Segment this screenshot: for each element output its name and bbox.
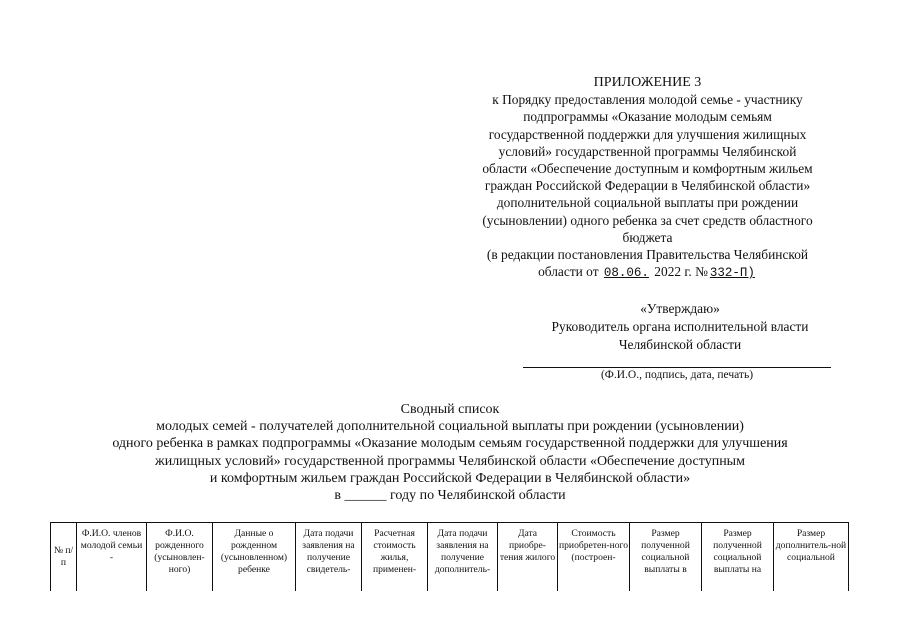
list-heading-line: молодых семей - получателей дополнительной социальной выплаты при рождении (усыновлении) xyxy=(156,419,744,435)
column-header: Дата подачи заявления на получение дополнитель- xyxy=(428,523,498,592)
recipients-table xyxy=(50,522,849,591)
appendix-line: дополнительной социальной выплаты при рождении xyxy=(496,195,799,211)
column-header: Размер полученной социальной выплаты на xyxy=(702,523,774,592)
appendix-line: (в редакции постановления Правительства Челябинской xyxy=(486,247,809,263)
signature-line xyxy=(523,367,831,368)
appendix-line: (усыновлении) одного ребенка за счет средств областного xyxy=(482,212,813,228)
appendix-line: государственной поддержки для улучшения жилищных xyxy=(488,126,807,142)
column-header: Расчетная стоимость жилья, применен- xyxy=(362,523,428,592)
column-header: Дата приобре-тения жилого xyxy=(498,523,558,592)
appendix-line: бюджета xyxy=(622,229,673,245)
list-title: Сводный список xyxy=(400,402,500,417)
approve-label: «Утверждаю» xyxy=(640,301,720,316)
appendix-title: ПРИЛОЖЕНИЕ 3 xyxy=(593,75,702,90)
table-header-row xyxy=(51,523,849,592)
amendment-number-value: 332-П) xyxy=(709,266,755,281)
signature-caption: (Ф.И.О., подпись, дата, печать) xyxy=(600,369,754,381)
appendix-line: подпрограммы «Оказание молодым семьям xyxy=(523,109,772,125)
amendment-date-line xyxy=(440,263,855,282)
column-header: № п/п xyxy=(51,523,77,592)
column-header: Данные о рожденном (усыновленном) ребенке xyxy=(213,523,296,592)
column-header: Размер полученной социальной выплаты в xyxy=(630,523,702,592)
column-header: Размер дополнитель-ной социальной xyxy=(774,523,849,592)
list-heading-line: жилищных условий» государственной программы Челябинской области «Обеспечение доступным xyxy=(155,453,745,469)
appendix-line: условий» государственной программы Челябинской xyxy=(498,143,797,159)
list-heading-line: в ______ году по Челябинской области xyxy=(334,488,566,504)
approver-position-line: Руководитель органа исполнительной власти xyxy=(551,319,809,334)
appendix-line: к Порядку предоставления молодой семье - участнику xyxy=(492,92,803,108)
list-heading-line: и комфортным жильем граждан Российской Федерации в Челябинской области» xyxy=(209,470,691,486)
year-text: 2022 г. № xyxy=(654,264,708,280)
approval-block xyxy=(500,300,860,354)
column-header: Ф.И.О. членов молодой семьи - xyxy=(77,523,147,592)
column-header: Ф.И.О. рожденного (усыновлен-ного) xyxy=(147,523,213,592)
date-prefix: области от xyxy=(538,264,599,280)
amendment-date-value: 08.06. xyxy=(603,266,649,281)
approver-region-line: Челябинской области xyxy=(618,337,742,352)
list-heading xyxy=(40,401,860,504)
appendix-line: граждан Российской Федерации в Челябинской области» xyxy=(484,178,811,194)
list-heading-line: одного ребенка в рамках подпрограммы «Оказание молодым семьям государственной поддержки для улучшения xyxy=(112,436,788,452)
appendix-line: области «Обеспечение доступным и комфортным жильем xyxy=(482,161,813,177)
appendix-block xyxy=(440,74,855,282)
column-header: Дата подачи заявления на получение свидетель- xyxy=(296,523,362,592)
column-header: Стоимость приобретен-ного (построен- xyxy=(558,523,630,592)
